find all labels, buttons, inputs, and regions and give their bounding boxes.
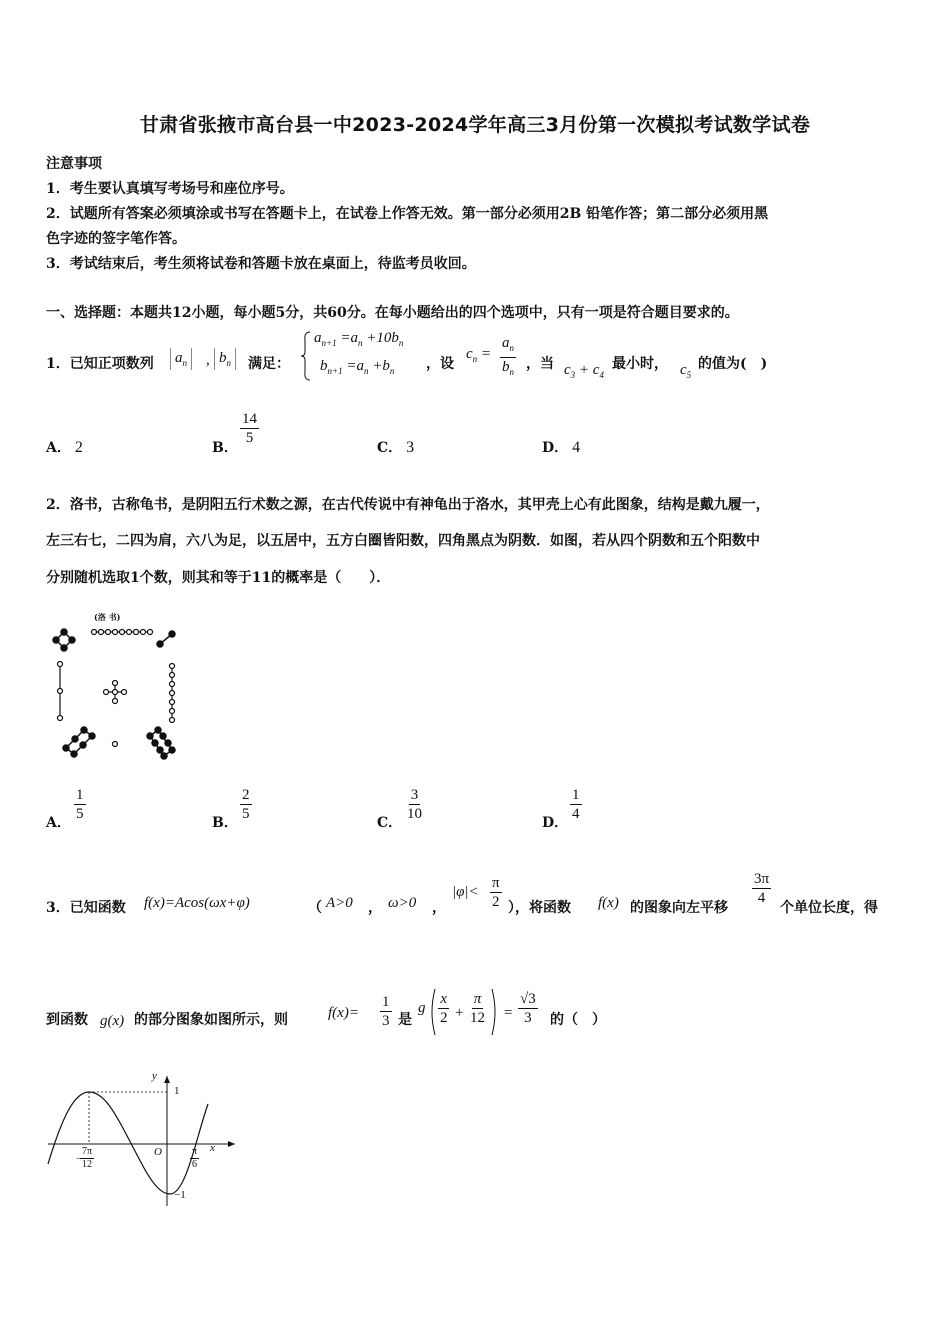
q1-option-a: A． 2 [46,439,83,456]
q1-ratio: $\frac{a_n}{b_n}$ [502,335,514,377]
q2-line: 左三右七，二四为肩，六八为足，以五居中，五方白圈皆阳数，四角黑点为阴数．如图，若从四个阴数和五个阳数中 [46,533,760,549]
luoshu-diagram [44,612,194,762]
q1-ask: 的值为( ) [698,356,768,372]
q3-eq: = [504,1005,513,1021]
x-axis-label: x [210,1142,215,1154]
q1-cn: $c_n$ = [466,346,492,364]
q3-of: 的（ ） [550,1012,606,1028]
y-axis-label: y [152,1070,157,1082]
q3-fx-eq: f(x)= [328,1005,359,1021]
q2-option-a-frac: $\frac{1}{5}$ [76,787,84,822]
q1-eq1: $a_{n+1} =a_n +10b_n$ [314,330,404,348]
origin-label: O [154,1146,162,1158]
q3-shift-frac: $\frac{3\pi}{4}$ [754,871,770,906]
x-tick-left: $\frac{7\pi}{12}$ [82,1146,93,1170]
notice-line: 1．考生要认真填写考场号和座位序号。 [46,181,294,197]
y-tick-top: 1 [174,1085,180,1097]
q2-option-d: D． [542,815,569,831]
q1-option-b: B． [212,440,238,456]
q3-line2-lead: 到函数 [46,1012,88,1028]
q3-cond-omega: ω>0 [388,895,417,911]
q3-is: 是 [398,1012,412,1028]
q3-units: 个单位长度，得 [780,900,878,916]
q3-graph [40,1068,240,1208]
q3-arg-frac1: $\frac{x}{2}$ [440,991,448,1026]
q3-func: f(x)=Acos(ωx+φ) [144,895,250,911]
section-heading: 一、选择题：本题共12小题，每小题5分，共60分。在每小题给出的四个选项中，只有一项是符合题目要求的。 [46,305,739,321]
q1-option-c: C． 3 [377,439,415,456]
cosine-graph [40,1068,240,1208]
q1-seq-a: $a_n$ [170,348,192,370]
q3-arg-frac2: $\frac{\pi}{12}$ [470,991,485,1026]
q1-satisfy: 满足： [248,356,290,372]
q1-min: 最小时， [612,356,668,372]
q2-line: 2．洛书，古称龟书，是阴阳五行术数之源，在古代传说中有神龟出于洛水，其甲壳上心有此图象，结构是戴九履一， [46,497,770,513]
q1-lead: 1．已知正项数列 [46,356,154,372]
q1-c3c4: $c_3 + c_4$ [564,362,604,380]
q3-comma: ， [432,900,446,916]
q3-rhs-frac: $\frac{√3}{3}$ [520,991,536,1026]
luoshu-figure [44,612,194,762]
q2-option-c: C． [377,815,403,831]
q2-option-b-frac: $\frac{2}{5}$ [242,787,250,822]
q3-partial: 的部分图象如图所示，则 [134,1012,288,1028]
q3-shift: 的图象向左平移 [630,900,728,916]
q3-g: g [418,1000,426,1016]
x-tick-right: $\frac{\pi}{6}$ [192,1146,198,1170]
q3-paren: （ [308,900,322,916]
x-tick-left-sign: − [76,1154,82,1165]
q1-option-b-frac: $\frac{14}{5}$ [242,411,257,446]
q2-line: 分别随机选取1个数，则其和等于11的概率是（ ）． [46,570,391,586]
q3-fx: f(x) [598,895,619,911]
q3-lead: 3．已知函数 [46,900,126,916]
q3-cond-a: A>0 [326,895,353,911]
notice-line: 色字迹的签字笔作答。 [46,231,186,247]
notice-line: 2．试题所有答案必须填涂或书写在答题卡上，在试卷上作答无效。第一部分必须用2B 铅笔作答；第二部分必须用黑 [46,206,769,222]
q1-eq2: $b_{n+1} =a_n +b_n$ [320,358,395,376]
q1-set: ，设 [426,356,454,372]
page-title: 甘肃省张掖市高台县一中2023-2024学年高三3月份第一次模拟考试数学试卷 [139,114,811,136]
q3-cond-phi: |φ|< [452,884,479,900]
paren-right-icon [491,988,499,1036]
luoshu-caption: (洛 书) [94,612,121,622]
q1-c5: $c_5$ [680,362,692,380]
q3-after: ），将函数 [508,900,571,916]
q1-when: ，当 [526,356,554,372]
q2-option-c-frac: $\frac{3}{10}$ [407,787,422,822]
q3-cond-frac: $\frac{\pi}{2}$ [492,875,500,910]
y-tick-bottom: −1 [174,1189,186,1201]
paren-left-icon [428,988,436,1036]
q3-comma: ， [368,900,382,916]
q3-gx: g(x) [100,1013,125,1029]
q2-option-b: B． [212,815,238,831]
q3-value-frac: $\frac{1}{3}$ [382,994,390,1029]
q1-option-d: D． 4 [542,439,581,456]
q2-option-d-frac: $\frac{1}{4}$ [572,787,580,822]
q1-seq-b: $b_n$ [214,348,236,370]
notice-heading: 注意事项 [46,156,102,172]
brace-icon [300,330,312,382]
q2-option-a: A． [46,815,71,831]
notice-line: 3．考试结束后，考生须将试卷和答题卡放在桌面上，待监考员收回。 [46,256,476,272]
